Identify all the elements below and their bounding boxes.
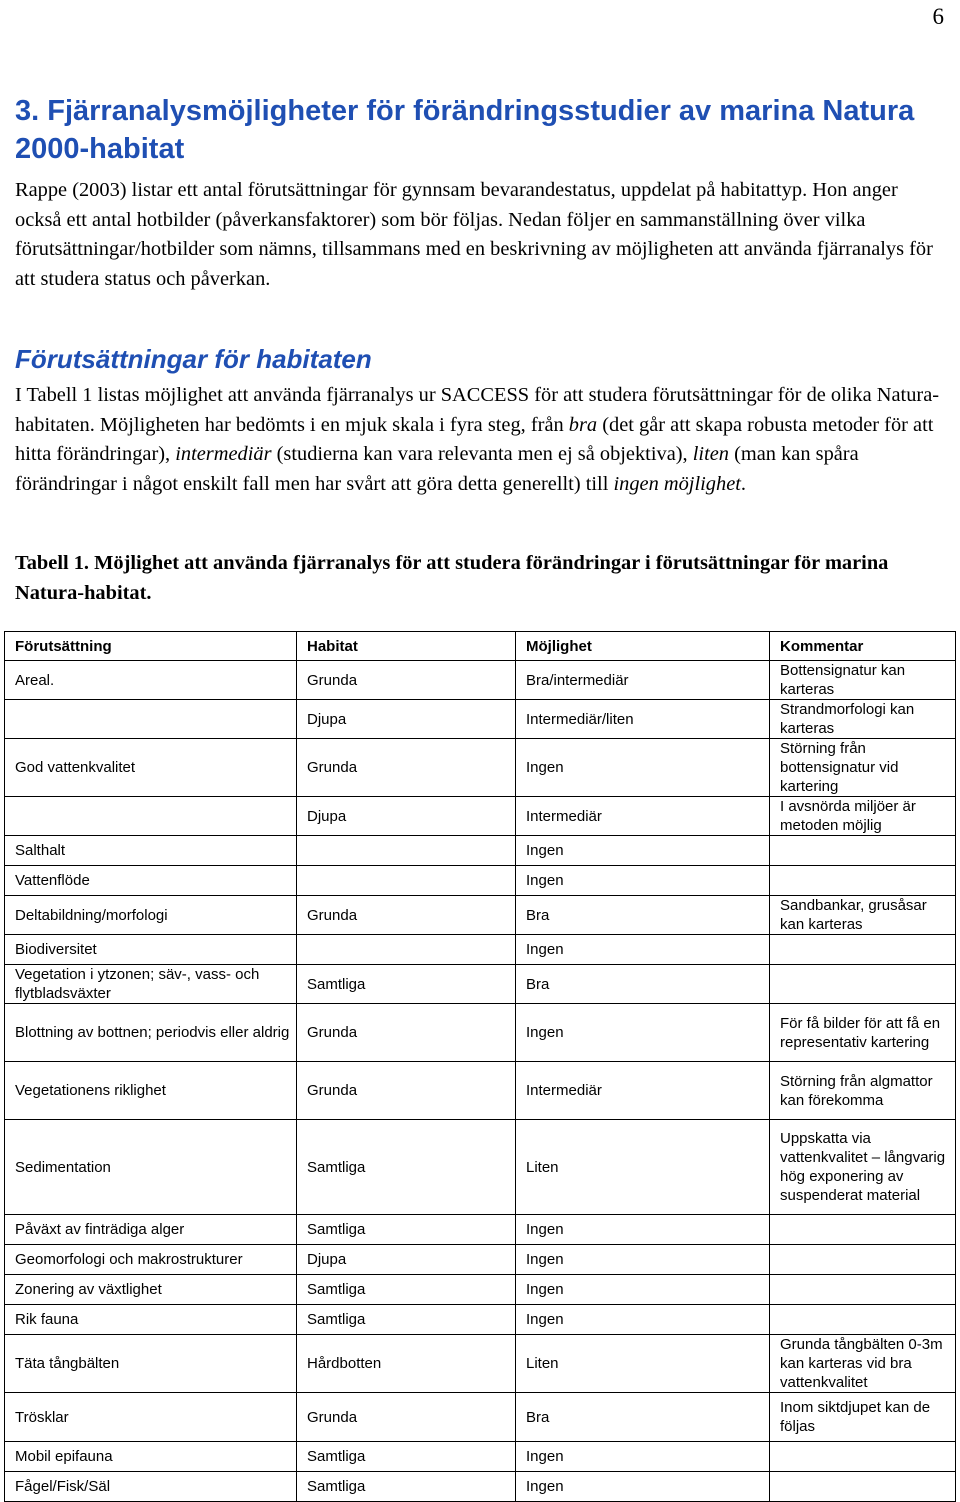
- prerequisite-cell: Geomorfologi och makrostrukturer: [5, 1245, 297, 1275]
- prerequisite-cell: Rik fauna: [5, 1305, 297, 1335]
- comment-cell: [770, 1245, 956, 1275]
- prerequisite-cell: Vegetation i ytzonen; säv-, vass- och flytbladsväxter: [5, 965, 297, 1004]
- table-reference: Tabell 1: [26, 384, 93, 406]
- habitat-cell: Samtliga: [297, 1305, 516, 1335]
- habitat-cell: Djupa: [297, 1245, 516, 1275]
- comment-cell: [770, 1472, 956, 1502]
- possibility-cell: Ingen: [516, 836, 770, 866]
- prerequisite-cell: [5, 797, 297, 836]
- term-liten: liten: [692, 443, 729, 465]
- habitat-cell: Grunda: [297, 1004, 516, 1062]
- possibility-cell: Bra: [516, 896, 770, 935]
- habitat-cell: Grunda: [297, 661, 516, 700]
- prerequisite-cell: Fågel/Fisk/Säl: [5, 1472, 297, 1502]
- comment-cell: [770, 866, 956, 896]
- body-text: I: [15, 384, 27, 406]
- prerequisite-cell: Mobil epifauna: [5, 1442, 297, 1472]
- prerequisite-cell: [5, 700, 297, 739]
- table-row: [5, 1062, 956, 1120]
- possibility-cell: Ingen: [516, 1442, 770, 1472]
- possibility-cell: Ingen: [516, 866, 770, 896]
- table-row: [5, 935, 956, 965]
- table-caption: Tabell 1. Möjlighet att använda fjärranalys för att studera förändringar i förutsättningar för marina Natura-habitat.: [15, 552, 889, 604]
- table-row: [5, 1245, 956, 1275]
- possibility-cell: Bra: [516, 1393, 770, 1442]
- comment-cell: Störning från algmattor kan förekomma: [770, 1062, 956, 1120]
- table-row: [5, 1275, 956, 1305]
- possibility-cell: Ingen: [516, 1472, 770, 1502]
- possibility-cell: Ingen: [516, 1275, 770, 1305]
- table-row: [5, 896, 956, 935]
- table-row: [5, 1472, 956, 1502]
- table-row: [5, 836, 956, 866]
- table-row: [5, 661, 956, 700]
- habitat-cell: [297, 935, 516, 965]
- table-row: [5, 1120, 956, 1215]
- prerequisite-cell: Salthalt: [5, 836, 297, 866]
- habitat-cell: Samtliga: [297, 1442, 516, 1472]
- table-row: [5, 700, 956, 739]
- comment-cell: I avsnörda miljöer är metoden möjlig: [770, 797, 956, 836]
- column-header: Möjlighet: [516, 632, 770, 661]
- possibility-cell: Bra: [516, 965, 770, 1004]
- prerequisite-cell: Blottning av bottnen; periodvis eller aldrig: [5, 1004, 297, 1062]
- habitat-cell: Grunda: [297, 1393, 516, 1442]
- possibility-cell: Ingen: [516, 1245, 770, 1275]
- comment-cell: [770, 836, 956, 866]
- body-paragraph: [15, 381, 945, 499]
- table-row: [5, 1335, 956, 1393]
- possibility-cell: Ingen: [516, 935, 770, 965]
- habitat-cell: Samtliga: [297, 1120, 516, 1215]
- body-text: .: [740, 472, 747, 495]
- habitat-cell: Hårdbotten: [297, 1335, 516, 1393]
- habitat-cell: Samtliga: [297, 1275, 516, 1305]
- habitat-cell: Djupa: [297, 700, 516, 739]
- comment-cell: Bottensignatur kan karteras: [770, 661, 956, 700]
- habitat-cell: [297, 836, 516, 866]
- body-text: listas möjlighet att använda fjärranalys ur SACCESS för att studera förutsättningar för de olika Natura-habitaten. Möjligheten har bedömts i en mjuk skala i fyra steg, från: [15, 384, 940, 436]
- prerequisite-cell: Areal.: [5, 661, 297, 700]
- section-title: Förutsättningar för habitaten: [15, 344, 372, 374]
- possibility-cell: Ingen: [516, 1004, 770, 1062]
- prerequisite-cell: Deltabildning/morfologi: [5, 896, 297, 935]
- habitat-cell: Samtliga: [297, 1215, 516, 1245]
- possibility-cell: Ingen: [516, 1215, 770, 1245]
- term-ingen: ingen möjlighet: [613, 472, 741, 495]
- habitat-cell: Samtliga: [297, 965, 516, 1004]
- chapter-title: 3. Fjärranalysmöjligheter för förändringsstudier av marina Natura 2000-habitat: [15, 95, 915, 165]
- prerequisite-cell: Zonering av växtlighet: [5, 1275, 297, 1305]
- prerequisite-cell: God vattenkvalitet: [5, 739, 297, 797]
- body-text: (det går att skapa robusta metoder för att hitta förändringar),: [15, 413, 934, 465]
- prerequisite-cell: Trösklar: [5, 1393, 297, 1442]
- habitat-cell: [297, 866, 516, 896]
- possibility-cell: Bra/intermediär: [516, 661, 770, 700]
- prerequisite-cell: Vattenflöde: [5, 866, 297, 896]
- possibility-cell: Liten: [516, 1335, 770, 1393]
- table-row: [5, 1305, 956, 1335]
- table-body: [5, 661, 956, 1502]
- comment-cell: [770, 1305, 956, 1335]
- possibility-cell: Liten: [516, 1120, 770, 1215]
- comment-cell: [770, 965, 956, 1004]
- possibility-cell: Ingen: [516, 739, 770, 797]
- table-row: [5, 965, 956, 1004]
- habitat-cell: Samtliga: [297, 1472, 516, 1502]
- possibility-cell: Intermediär/liten: [516, 700, 770, 739]
- habitat-cell: Djupa: [297, 797, 516, 836]
- page-number: 6: [932, 4, 944, 29]
- column-header: Kommentar: [770, 632, 956, 661]
- prerequisite-cell: Vegetationens riklighet: [5, 1062, 297, 1120]
- comment-cell: Strandmorfologi kan karteras: [770, 700, 956, 739]
- comment-cell: [770, 1215, 956, 1245]
- table-row: [5, 1004, 956, 1062]
- comment-cell: Inom siktdjupet kan de följas: [770, 1393, 956, 1442]
- body-text: (man kan spåra förändringar i något enskilt fall men har svårt att göra detta generellt) till: [15, 443, 859, 495]
- habitat-cell: Grunda: [297, 739, 516, 797]
- term-intermediar: intermediär: [175, 443, 272, 465]
- intro-paragraph: Rappe (2003) listar ett antal förutsättningar för gynnsam bevarandestatus, uppdelat på habitattyp. Hon anger också ett antal hotbilder (påverkansfaktorer) som bör följas. Nedan följer en sammanställning över vilka förutsättningar/hotbilder som nämns, tillsammans med en beskrivning av möjligheten att använda fjärranalys för att studera status och påverkan.: [15, 179, 933, 290]
- comment-cell: Uppskatta via vattenkvalitet – långvarig hög exponering av suspenderat material: [770, 1120, 956, 1215]
- term-bra: bra: [568, 413, 598, 436]
- table-row: [5, 739, 956, 797]
- body-text: (studierna kan vara relevanta men ej så objektiva),: [271, 443, 693, 465]
- prerequisite-cell: Sedimentation: [5, 1120, 297, 1215]
- table-header-row: [5, 632, 956, 661]
- habitat-cell: Grunda: [297, 1062, 516, 1120]
- table-row: [5, 866, 956, 896]
- prerequisite-cell: Påväxt av finträdiga alger: [5, 1215, 297, 1245]
- possibility-cell: Intermediär: [516, 797, 770, 836]
- habitat-cell: Grunda: [297, 896, 516, 935]
- column-header: Förutsättning: [5, 632, 297, 661]
- possibility-cell: Ingen: [516, 1305, 770, 1335]
- table-row: [5, 1393, 956, 1442]
- results-table: [4, 631, 956, 1502]
- column-header: Habitat: [297, 632, 516, 661]
- table-row: [5, 1442, 956, 1472]
- table-row: [5, 1215, 956, 1245]
- prerequisite-cell: Biodiversitet: [5, 935, 297, 965]
- comment-cell: [770, 935, 956, 965]
- comment-cell: Sandbankar, grusåsar kan karteras: [770, 896, 956, 935]
- comment-cell: För få bilder för att få en representativ kartering: [770, 1004, 956, 1062]
- comment-cell: [770, 1442, 956, 1472]
- prerequisite-cell: Täta tångbälten: [5, 1335, 297, 1393]
- comment-cell: [770, 1275, 956, 1305]
- comment-cell: Grunda tångbälten 0-3m kan karteras vid bra vattenkvalitet: [770, 1335, 956, 1393]
- possibility-cell: Intermediär: [516, 1062, 770, 1120]
- table-row: [5, 797, 956, 836]
- comment-cell: Störning från bottensignatur vid kartering: [770, 739, 956, 797]
